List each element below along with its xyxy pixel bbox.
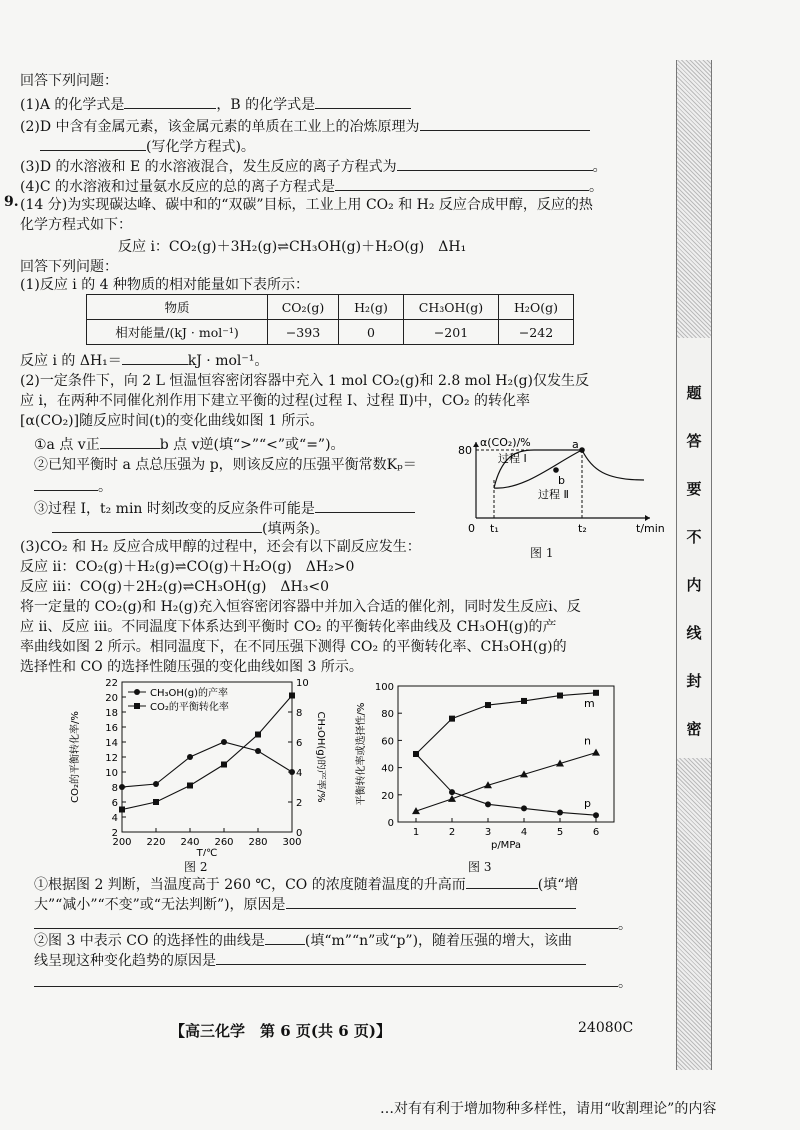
legend-marker bbox=[134, 703, 140, 709]
q2-text-b: (写化学方程式)。 bbox=[146, 139, 255, 155]
legend-label: CO₂的平衡转化率 bbox=[150, 702, 229, 713]
dh1-text-b: kJ · mol⁻¹。 bbox=[187, 353, 269, 369]
s3-q1-line bbox=[34, 874, 578, 894]
y2-tick-label: 6 bbox=[296, 738, 303, 749]
s3-q1-text-c: 大”“减小”“不变”或“无法判断”)，原因是 bbox=[34, 897, 286, 913]
series-label: p bbox=[584, 797, 591, 811]
data-point bbox=[557, 809, 563, 815]
s3-q2-blank-c[interactable] bbox=[34, 972, 618, 987]
q4-text: (4)C 的水溶液和过量氨水反应的总的离子方程式是 bbox=[20, 179, 335, 195]
x-tick-label: 200 bbox=[112, 837, 132, 848]
legend-marker bbox=[134, 689, 140, 695]
reaction-i: 反应 i：CO₂(g)＋3H₂(g)⇌CH₃OH(g)＋H₂O(g) ΔH₁ bbox=[118, 239, 467, 255]
data-point bbox=[593, 690, 599, 696]
data-point bbox=[592, 749, 600, 756]
s2-line-b: 应 i，在两种不同催化剂作用下建立平衡的过程(过程 Ⅰ、过程 Ⅱ)中，CO₂ 的转化率 bbox=[20, 393, 531, 409]
seal-char: 题 bbox=[686, 384, 702, 402]
q3-blank[interactable] bbox=[397, 156, 593, 171]
s3-q2-period: 。 bbox=[618, 975, 632, 991]
table-header-cell: H₂O(g) bbox=[499, 295, 574, 320]
x-tick-label: 300 bbox=[282, 837, 302, 848]
q2-text-a: (2)D 中含有金属元素，该金属元素的单质在工业上的冶炼原理为 bbox=[20, 119, 420, 135]
q2-line bbox=[20, 116, 590, 136]
q3-period: 。 bbox=[592, 159, 607, 175]
series-line bbox=[122, 742, 292, 787]
answer-prompt: 回答下列问题： bbox=[20, 259, 118, 275]
y-tick-label: 80 bbox=[458, 444, 472, 457]
q1-line bbox=[20, 94, 411, 114]
q2-blank-b[interactable] bbox=[40, 136, 146, 151]
s3-line-b: 将一定量的 CO₂(g)和 H₂(g)充入恒容密闭容器中并加入合适的催化剂，同时发生反应i、反 bbox=[20, 599, 581, 615]
series-line-after-t2 bbox=[582, 450, 644, 480]
data-point bbox=[153, 781, 159, 787]
x-tick-label: 3 bbox=[484, 827, 492, 838]
y-tick-label: 8 bbox=[111, 783, 118, 794]
dh1-blank[interactable] bbox=[122, 350, 188, 365]
s3-q2-blank-a[interactable] bbox=[265, 930, 305, 945]
data-point bbox=[221, 739, 227, 745]
series-label-process-2: 过程 Ⅱ bbox=[538, 488, 569, 501]
y-tick-label: 10 bbox=[105, 768, 118, 779]
point-a bbox=[579, 447, 585, 453]
table-cell: −242 bbox=[499, 320, 574, 345]
x-tick-label: 220 bbox=[146, 837, 166, 848]
q1-blank-a[interactable] bbox=[124, 94, 216, 109]
intro-line: 回答下列问题： bbox=[20, 73, 118, 89]
point-a-label: a bbox=[572, 438, 579, 451]
s2-q1-line bbox=[34, 434, 345, 454]
table-row-label: 相对能量/(kJ · mol⁻¹) bbox=[87, 320, 268, 345]
q2-blank-a[interactable] bbox=[420, 116, 590, 131]
y-tick-label: 2 bbox=[111, 828, 118, 839]
s2-q3-text-b: (填两条)。 bbox=[262, 521, 329, 537]
s3-q1-text-a: ①根据图 2 判断，当温度高于 260 ℃，CO 的浓度随着温度的升高而 bbox=[34, 877, 466, 893]
p19-line-b: 化学方程式如下： bbox=[20, 217, 132, 233]
series-line bbox=[416, 754, 596, 815]
y2-axis-label: CH₃OH(g)的产率/% bbox=[315, 711, 326, 803]
s3-line-d: 率曲线如图 2 所示。相同温度下，在不同压强下测得 CO₂ 的平衡转化率、CH₃OH(g)的 bbox=[20, 639, 567, 655]
s3-q2-text-b: (填“m”“n”或“p”)，随着压强的增大，该曲 bbox=[304, 933, 573, 949]
y-tick-label: 80 bbox=[381, 709, 394, 721]
data-point bbox=[521, 805, 527, 811]
s2-q1-blank[interactable] bbox=[100, 434, 160, 449]
data-point bbox=[521, 698, 527, 704]
data-point bbox=[255, 748, 261, 754]
s2-q2-line-b bbox=[34, 476, 112, 496]
s3-q2-blank-b[interactable] bbox=[216, 950, 586, 965]
s3-q2-text-c: 线呈现这种变化趋势的原因是 bbox=[34, 953, 216, 969]
y2-tick-label: 0 bbox=[296, 828, 303, 839]
data-point bbox=[485, 801, 491, 807]
seal-char: 封 bbox=[686, 672, 702, 690]
question-number: 9. bbox=[4, 194, 19, 210]
data-point bbox=[485, 702, 491, 708]
q3-line bbox=[20, 156, 607, 176]
s3-q2-line-c bbox=[34, 972, 632, 992]
series-line bbox=[416, 693, 596, 754]
x-tick-label: 1 bbox=[412, 827, 420, 838]
x-tick-label: t₁ bbox=[490, 522, 499, 535]
paper-code: 24080C bbox=[578, 1020, 634, 1036]
table-header-cell: 物质 bbox=[87, 295, 268, 320]
table-row bbox=[87, 320, 574, 345]
seal-char: 不 bbox=[686, 528, 702, 546]
x-tick-label: 6 bbox=[592, 827, 600, 838]
x-tick-label: 260 bbox=[214, 837, 234, 848]
x-tick-label: 240 bbox=[180, 837, 200, 848]
s3-q1-blank-c[interactable] bbox=[34, 914, 618, 929]
table-cell: −201 bbox=[404, 320, 499, 345]
seal-char: 内 bbox=[686, 576, 702, 594]
figure-1-caption: 图 1 bbox=[530, 546, 554, 560]
data-point bbox=[153, 799, 159, 805]
table-cell: −393 bbox=[268, 320, 339, 345]
s2-line-c: [α(CO₂)]随反应时间(t)的变化曲线如图 1 所示。 bbox=[20, 413, 324, 429]
data-point bbox=[557, 693, 563, 699]
data-point bbox=[289, 769, 295, 775]
figure-1 bbox=[454, 436, 670, 546]
x-tick-label: 2 bbox=[448, 827, 456, 838]
s2-q1-text-b: b 点 v逆(填“>”“<”或“=”)。 bbox=[159, 437, 345, 453]
s3-line-c: 应 ii、反应 iii。不同温度下体系达到平衡时 CO₂ 的平衡转化率曲线及 CH₃OH(g)的产 bbox=[20, 619, 557, 635]
s2-line-a: (2)一定条件下，向 2 L 恒温恒容密闭容器中充入 1 mol CO₂(g)和 2.8 mol H₂(g)仅发生反 bbox=[20, 373, 590, 389]
data-point bbox=[119, 784, 125, 790]
y-tick-label: 40 bbox=[381, 763, 394, 775]
y-tick-label: 12 bbox=[105, 753, 118, 764]
data-point bbox=[289, 693, 295, 699]
y-tick-label: 20 bbox=[381, 790, 394, 802]
s2-q3-blank-a[interactable] bbox=[315, 498, 415, 513]
y-tick-label: 100 bbox=[374, 682, 394, 693]
y-tick-label: 4 bbox=[111, 813, 118, 824]
x-axis-label: t/min bbox=[636, 522, 665, 535]
s3-q2-text-a: ②图 3 中表示 CO 的选择性的曲线是 bbox=[34, 933, 265, 949]
y-tick-label: 60 bbox=[381, 736, 394, 748]
q4-blank[interactable] bbox=[335, 176, 589, 191]
s3-line-a: (3)CO₂ 和 H₂ 反应合成甲醇的过程中，还会有以下副反应发生： bbox=[20, 539, 421, 555]
data-point bbox=[449, 716, 455, 722]
series-label: m bbox=[584, 696, 595, 710]
s2-q3-text-a: ③过程 Ⅰ，t₂ min 时刻改变的反应条件可能是 bbox=[34, 501, 315, 517]
x-tick-label: 0 bbox=[468, 522, 475, 535]
seal-char: 密 bbox=[686, 720, 702, 738]
x-tick-label: 280 bbox=[248, 837, 268, 848]
q2-line-b bbox=[40, 136, 255, 156]
table-header-cell: CO₂(g) bbox=[268, 295, 339, 320]
point-b-label: b bbox=[558, 474, 565, 487]
page-footer: 【高三化学 第 6 页(共 6 页)】 bbox=[170, 1022, 391, 1040]
y2-tick-label: 2 bbox=[296, 798, 303, 809]
y-tick-label: 14 bbox=[105, 738, 118, 749]
y-axis-label: α(CO₂)/% bbox=[480, 436, 531, 449]
q3-text: (3)D 的水溶液和 E 的水溶液混合，发生反应的离子方程式为 bbox=[20, 159, 397, 175]
x-axis-label: T/℃ bbox=[196, 848, 218, 856]
q1-text-b: ，B 的化学式是 bbox=[216, 97, 316, 113]
y-tick-label: 22 bbox=[105, 678, 118, 689]
x-tick-label: 5 bbox=[556, 827, 564, 838]
figure-3-caption: 图 3 bbox=[468, 860, 492, 874]
s3-line-e: 选择性和 CO 的选择性随压强的变化曲线如图 3 所示。 bbox=[20, 659, 363, 675]
figure-2-caption: 图 2 bbox=[184, 860, 208, 874]
plot-frame bbox=[398, 686, 614, 822]
dh1-text-a: 反应 i 的 ΔH₁＝ bbox=[20, 353, 122, 369]
s3-q2-line bbox=[34, 930, 572, 950]
data-point bbox=[187, 754, 193, 760]
y-tick-label: 18 bbox=[105, 708, 118, 719]
s3-q2-line-b bbox=[34, 950, 586, 970]
table-header-cell: H₂(g) bbox=[339, 295, 404, 320]
s3-q1-blank-a[interactable] bbox=[466, 874, 538, 889]
figure-2 bbox=[66, 676, 326, 856]
bleed-through-text: …对有有利于增加物种多样性，请用“收割理论”的内容 bbox=[380, 1101, 717, 1117]
legend-label: CH₃OH(g)的产率 bbox=[150, 688, 229, 699]
s3-q1-blank-b[interactable] bbox=[286, 894, 576, 909]
y2-tick-label: 8 bbox=[296, 708, 303, 719]
x-axis-label: p/MPa bbox=[490, 840, 522, 851]
data-point bbox=[119, 807, 125, 813]
data-point bbox=[255, 732, 261, 738]
q1-blank-b[interactable] bbox=[315, 94, 411, 109]
seal-char: 要 bbox=[686, 480, 702, 498]
y-tick-label: 16 bbox=[105, 723, 118, 734]
p19-line-a: (14 分)为实现碳达峰、碳中和的“双碳”目标，工业上用 CO₂ 和 H₂ 反应合成甲醇，反应的热 bbox=[20, 197, 593, 213]
figure-3 bbox=[352, 678, 622, 854]
x-tick-label: t₂ bbox=[578, 522, 587, 535]
y-axis-arrow bbox=[473, 442, 479, 447]
s2-q2-line: ②已知平衡时 a 点总压强为 p，则该反应的压强平衡常数Kₚ＝ bbox=[34, 457, 417, 473]
y-axis-label: CO₂的平衡转化率/% bbox=[70, 711, 81, 803]
reaction-ii: 反应 ii：CO₂(g)＋H₂(g)⇌CO(g)＋H₂O(g) ΔH₂>0 bbox=[20, 559, 355, 575]
q1-text-a: (1)A 的化学式是 bbox=[20, 97, 125, 113]
q4-line bbox=[20, 176, 603, 196]
seal-line-box bbox=[676, 338, 712, 758]
seal-char: 答 bbox=[686, 432, 702, 450]
table-cell: 0 bbox=[339, 320, 404, 345]
reaction-iii: 反应 iii：CO(g)＋2H₂(g)⇌CH₃OH(g) ΔH₃<0 bbox=[20, 579, 329, 595]
s2-q1-text-a: ①a 点 v正 bbox=[34, 437, 100, 453]
s3-q1-period: 。 bbox=[618, 917, 632, 933]
s2-q3-line-b bbox=[52, 518, 329, 538]
s2-q2-period: 。 bbox=[98, 479, 112, 495]
data-point bbox=[593, 812, 599, 818]
s2-q2-blank[interactable] bbox=[34, 476, 98, 491]
energy-table bbox=[86, 294, 574, 345]
s3-q1-text-b: (填“增 bbox=[537, 877, 579, 893]
series-label: n bbox=[584, 734, 591, 748]
y2-tick-label: 10 bbox=[296, 678, 309, 689]
data-point bbox=[413, 751, 419, 757]
y2-tick-label: 4 bbox=[296, 768, 303, 779]
s2-q3-line bbox=[34, 498, 415, 518]
point-b bbox=[553, 467, 559, 473]
y-tick-label: 0 bbox=[387, 818, 394, 829]
dh1-line bbox=[20, 350, 268, 370]
table-header-row bbox=[87, 295, 574, 320]
x-tick-label: 4 bbox=[520, 827, 528, 838]
data-point bbox=[449, 789, 455, 795]
s3-q1-line-b bbox=[34, 894, 576, 914]
data-point bbox=[187, 783, 193, 789]
seal-char: 线 bbox=[686, 624, 702, 642]
y-axis-label: 平衡转化率或选择性/% bbox=[356, 702, 367, 806]
data-point bbox=[221, 762, 227, 768]
s1-line: (1)反应 i 的 4 种物质的相对能量如下表所示： bbox=[20, 277, 310, 293]
table-header-cell: CH₃OH(g) bbox=[404, 295, 499, 320]
s2-q3-blank-b[interactable] bbox=[52, 518, 262, 533]
x-axis-arrow bbox=[645, 515, 650, 521]
q4-period: 。 bbox=[589, 179, 603, 195]
series-label-process-1: 过程 Ⅰ bbox=[498, 452, 527, 465]
y-tick-label: 20 bbox=[105, 693, 118, 704]
y-tick-label: 6 bbox=[111, 798, 118, 809]
